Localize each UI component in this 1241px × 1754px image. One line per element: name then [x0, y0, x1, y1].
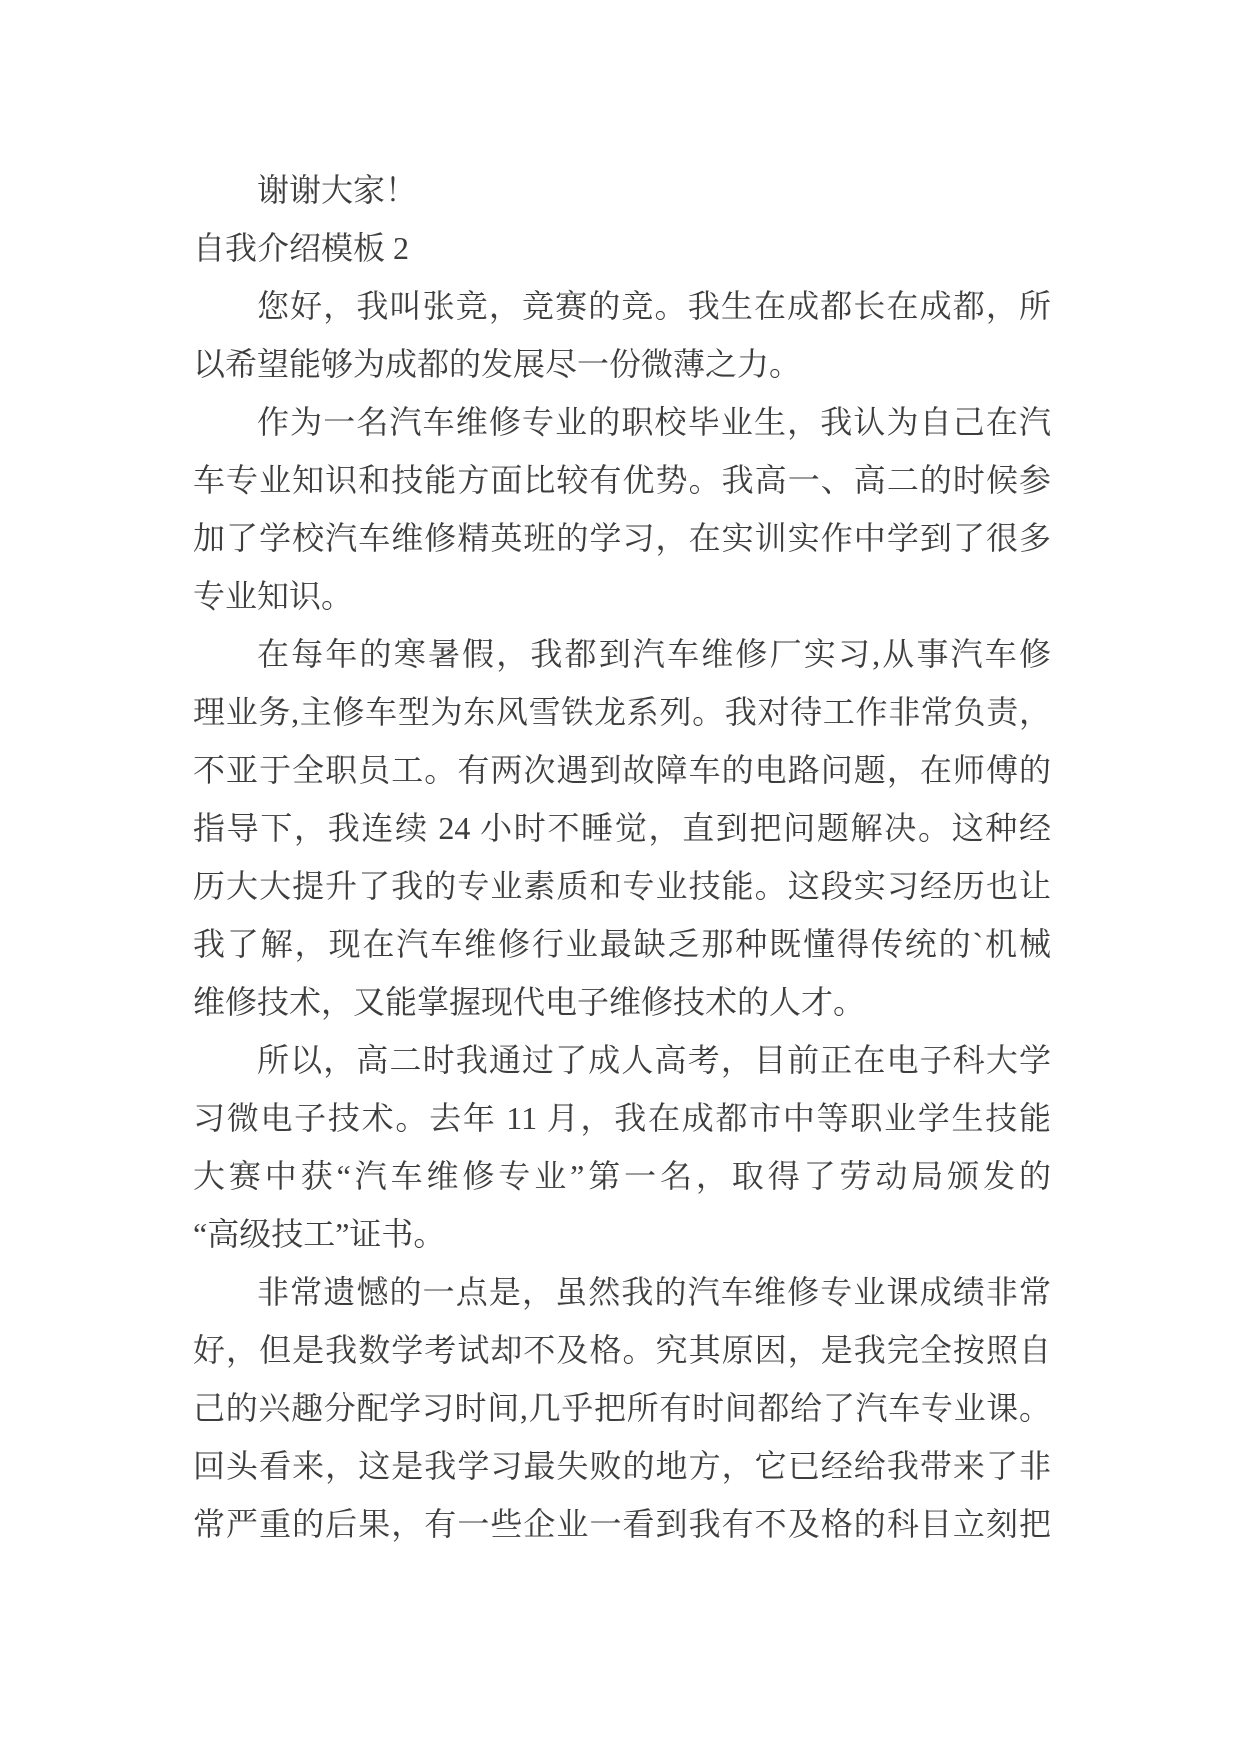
paragraph-certificates [193, 1031, 1051, 1263]
closing-line [193, 161, 1051, 219]
text-line: 您好，我叫张竞，竞赛的竞。我生在成都长在成都，所 [257, 288, 1051, 324]
text-line: 好，但是我数学考试却不及格。究其原因，是我完全按照自 [193, 1332, 1051, 1368]
paragraph-internship [193, 625, 1051, 1031]
text-line: 谢谢大家！ [257, 172, 418, 208]
text-line: 加了学校汽车维修精英班的学习，在实训实作中学到了很多 [193, 520, 1051, 556]
text-line: 作为一名汽车维修专业的职校毕业生，我认为自己在汽 [257, 404, 1051, 440]
text-line: 常严重的后果，有一些企业一看到我有不及格的科目立刻把 [193, 1506, 1051, 1542]
text-line: 自我介绍模板 2 [193, 230, 410, 266]
text-line: 所以，高二时我通过了成人高考，目前正在电子科大学 [257, 1042, 1051, 1078]
text-line: 专业知识。 [193, 578, 354, 614]
text-line: 在每年的寒暑假，我都到汽车维修厂实习,从事汽车修 [257, 636, 1051, 672]
text-line: 回头看来，这是我学习最失败的地方，它已经给我带来了非 [193, 1448, 1051, 1484]
text-line: 习微电子技术。去年 11 月，我在成都市中等职业学生技能 [193, 1100, 1051, 1136]
text-line: 非常遗憾的一点是，虽然我的汽车维修专业课成绩非常 [257, 1274, 1051, 1310]
paragraph-strength [193, 393, 1051, 625]
text-line: 大赛中获“汽车维修专业”第一名，取得了劳动局颁发的 [193, 1158, 1051, 1194]
document-body [193, 161, 1051, 1553]
text-line: 以希望能够为成都的发展尽一份微薄之力。 [193, 346, 802, 382]
text-line: 历大大提升了我的专业素质和专业技能。这段实习经历也让 [193, 868, 1051, 904]
text-line: 理业务,主修车型为东风雪铁龙系列。我对待工作非常负责， [193, 694, 1051, 730]
text-line: “高级技工”证书。 [193, 1216, 446, 1252]
text-line: 指导下，我连续 24 小时不睡觉，直到把问题解决。这种经 [193, 810, 1051, 846]
text-line: 车专业知识和技能方面比较有优势。我高一、高二的时候参 [193, 462, 1051, 498]
text-line: 不亚于全职员工。有两次遇到故障车的电路问题，在师傅的 [193, 752, 1051, 788]
text-line: 维修技术，又能掌握现代电子维修技术的人才。 [193, 984, 866, 1020]
section-heading [193, 219, 1051, 277]
paragraph-intro [193, 277, 1051, 393]
text-line: 我了解，现在汽车维修行业最缺乏那种既懂得传统的`机械 [193, 926, 1051, 962]
paragraph-regret [193, 1263, 1051, 1553]
text-line: 己的兴趣分配学习时间,几乎把所有时间都给了汽车专业课。 [193, 1390, 1051, 1426]
